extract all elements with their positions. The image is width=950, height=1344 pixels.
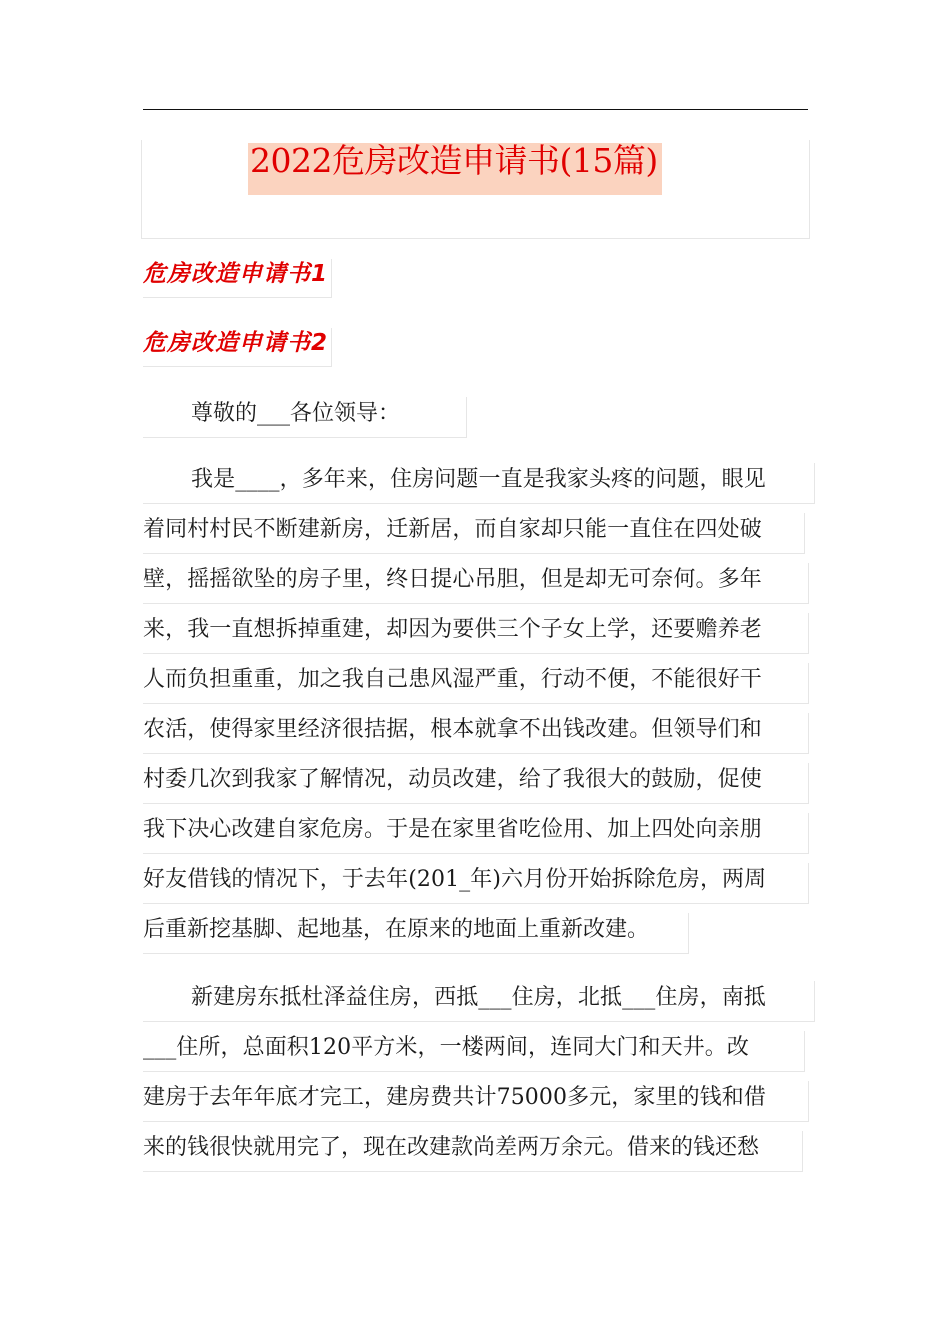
paragraph-1-line: 着同村村民不断建新房，迁新居，而自家却只能一直住在四处破 <box>143 513 805 554</box>
paragraph-2-line: 来的钱很快就用完了，现在改建款尚差两万余元。借来的钱还愁 <box>143 1131 803 1172</box>
document-title: 2022危房改造申请书(15篇) <box>248 143 662 195</box>
paragraph-2-line: 新建房东抵杜泽益住房，西抵___住房，北抵___住房，南抵 <box>143 981 815 1022</box>
paragraph-1-line: 来，我一直想拆掉重建，却因为要供三个子女上学，还要赡养老 <box>143 613 809 654</box>
paragraph-2-line: ___住所，总面积120平方米，一楼两间，连同大门和天井。改 <box>143 1031 805 1072</box>
paragraph-1-line: 后重新挖基脚、起地基，在原来的地面上重新改建。 <box>143 913 689 954</box>
paragraph-1-line: 我下决心改建自家危房。于是在家里省吃俭用、加上四处向亲朋 <box>143 813 809 854</box>
header-rule <box>143 109 808 110</box>
paragraph-1-line: 村委几次到我家了解情况，动员改建，给了我很大的鼓励，促使 <box>143 763 809 804</box>
section-heading-2: 危房改造申请书2 <box>143 328 332 367</box>
paragraph-1-line: 壁，摇摇欲坠的房子里，终日提心吊胆，但是却无可奈何。多年 <box>143 563 809 604</box>
paragraph-2-line: 建房于去年年底才完工，建房费共计75000多元，家里的钱和借 <box>143 1081 809 1122</box>
paragraph-1-line: 好友借钱的情况下，于去年(201_年)六月份开始拆除危房，两周 <box>143 863 809 904</box>
salutation: 尊敬的___各位领导： <box>143 397 467 438</box>
paragraph-1-line: 人而负担重重，加之我自己患风湿严重，行动不便，不能很好干 <box>143 663 809 704</box>
section-heading-1: 危房改造申请书1 <box>143 259 332 298</box>
paragraph-1-line: 我是____，多年来，住房问题一直是我家头疼的问题，眼见 <box>143 463 815 504</box>
paragraph-1-line: 农活，使得家里经济很拮据，根本就拿不出钱改建。但领导们和 <box>143 713 809 754</box>
